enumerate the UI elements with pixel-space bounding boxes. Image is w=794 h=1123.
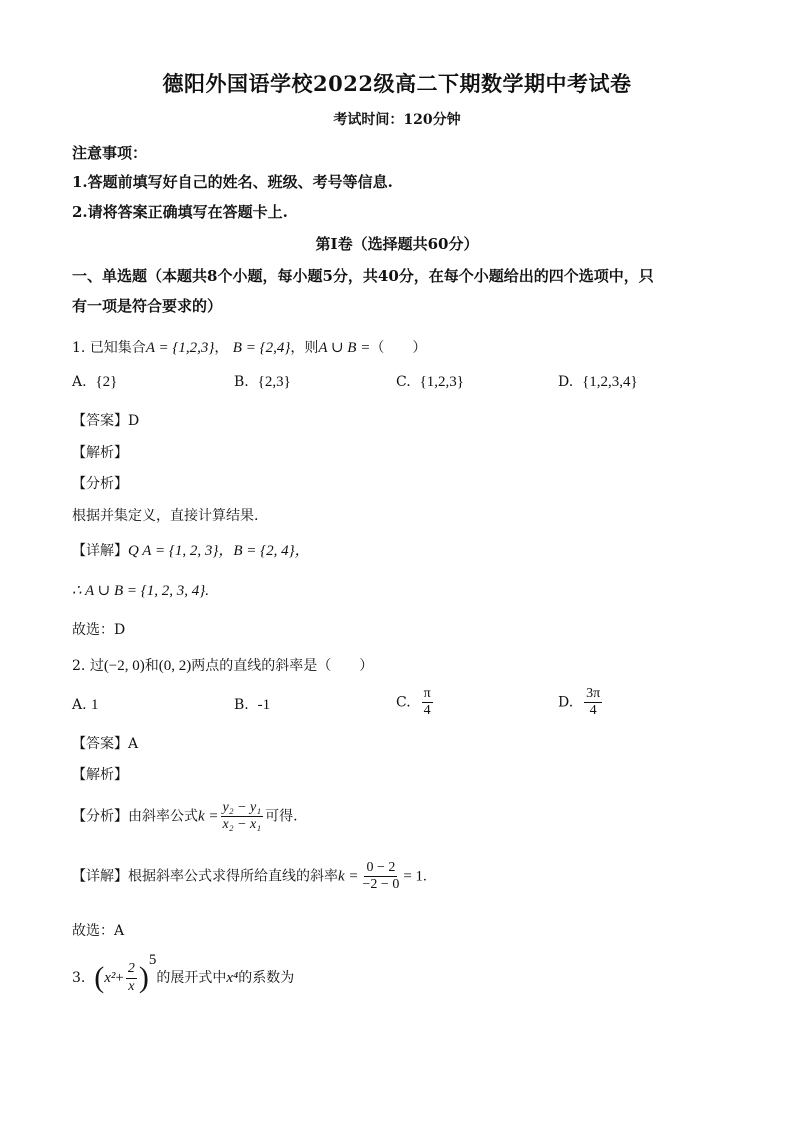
fraction-numerator: 3π — [584, 686, 602, 703]
question-2-stem — [72, 655, 373, 675]
fraction-numerator: 2 — [126, 961, 137, 978]
option-text: {2,3} — [257, 374, 291, 390]
fraction-denominator: 4 — [423, 703, 431, 719]
note-item-2: 2.请将答案正确填写在答题卡上. — [72, 203, 288, 221]
stem-text: 两点的直线的斜率是（ ） — [191, 658, 374, 674]
fenxi-text: 可得. — [265, 808, 298, 825]
option-label: C. — [396, 374, 411, 390]
term-fraction — [126, 961, 137, 994]
q2-option-c — [396, 686, 435, 719]
point-2: (0, 2) — [158, 658, 192, 674]
answer-paren: （ ） — [370, 340, 427, 356]
exam-time: 考试时间：120分钟 — [333, 112, 461, 128]
detail-math: ∴ A ∪ B = {1, 2, 3, 4}. — [72, 583, 210, 599]
slope-formula — [221, 800, 264, 833]
option-label: C. — [396, 694, 411, 711]
stem-text: 过 — [89, 658, 104, 674]
stem-text: 的展开式中 — [156, 970, 227, 986]
union-expr: A ∪ B = — [318, 340, 371, 356]
option-fraction — [422, 686, 433, 719]
section-heading-line1: 一、单选题（本题共8个小题，每小题5分，共40分，在每个小题给出的四个选项中，只 — [72, 267, 654, 285]
question-number: 1. — [72, 340, 86, 356]
answer-value: A — [128, 736, 139, 752]
q1-option-a — [72, 374, 117, 391]
fraction-denominator: −2 − 0 — [362, 877, 400, 893]
slope-fraction — [361, 860, 402, 893]
q1-analysis-tag: 【解析】 — [72, 445, 128, 461]
stem-text: 已知集合 — [89, 340, 146, 356]
stem-text: ，则 — [290, 340, 319, 356]
q1-fenxi-tag: 【分析】 — [72, 476, 128, 492]
question-3-stem — [72, 952, 294, 995]
answer-value: D — [128, 413, 140, 429]
notes-heading: 注意事项： — [72, 144, 148, 162]
option-label: A. — [72, 374, 87, 390]
slope-result: = 1. — [403, 868, 427, 885]
left-paren: ( — [94, 961, 105, 994]
q2-option-d — [558, 686, 604, 719]
q1-option-c — [396, 374, 464, 391]
q2-choice: 故选：A — [72, 923, 125, 939]
option-label: B. — [234, 697, 249, 713]
part1-title: 第I卷（选择题共60分） — [315, 235, 479, 253]
option-text: 1 — [91, 697, 99, 713]
fraction-denominator: 4 — [589, 703, 597, 719]
fraction-numerator: π — [422, 686, 433, 703]
q1-choice: 故选：D — [72, 622, 126, 638]
option-text: {1,2,3} — [419, 374, 464, 390]
exponent: 5 — [148, 952, 157, 968]
q1-answer — [72, 410, 139, 430]
fraction-denominator: x₂ − x₁ — [222, 817, 262, 833]
q1-fenxi-text: 根据并集定义，直接计算结果. — [72, 508, 259, 524]
detail-text: 根据斜率公式求得所给直线的斜率 — [128, 868, 338, 885]
fraction-denominator: x — [128, 978, 135, 994]
q1-option-b — [234, 374, 291, 391]
question-1-stem — [72, 337, 426, 357]
q2-option-a — [72, 697, 99, 714]
plus-sign: + — [115, 970, 124, 986]
point-1: (−2, 0) — [103, 658, 145, 674]
answer-tag: 【答案】 — [72, 413, 128, 429]
q2-detail — [72, 860, 427, 893]
stem-text: 的系数为 — [238, 970, 295, 986]
fenxi-text: 由斜率公式 — [128, 808, 198, 825]
answer-tag: 【答案】 — [72, 736, 128, 752]
set-b: B = {2,4} — [232, 340, 291, 356]
section-heading-line2: 有一项是符合要求的） — [72, 297, 223, 315]
question-number: 3. — [72, 970, 86, 986]
question-number: 2. — [72, 658, 86, 674]
note-item-1: 1.答题前填写好自己的姓名、班级、考号等信息. — [72, 173, 393, 191]
detail-tag: 【详解】 — [72, 868, 128, 885]
set-a: A = {1,2,3} — [145, 340, 215, 356]
page-title: 德阳外国语学校2022级高二下期数学期中考试卷 — [162, 71, 632, 96]
fraction-numerator: y₂ − y₁ — [221, 800, 264, 817]
option-label: D. — [558, 374, 574, 390]
option-text: {2} — [95, 374, 118, 390]
q2-analysis-tag: 【解析】 — [72, 767, 128, 783]
q2-option-b — [234, 697, 270, 714]
option-label: A. — [72, 697, 87, 713]
option-text: {1,2,3,4} — [582, 374, 638, 390]
q1-detail-line1 — [72, 539, 310, 560]
term-x4: x⁴ — [226, 970, 239, 986]
q2-answer — [72, 733, 138, 753]
q1-option-d — [558, 374, 638, 391]
slope-k: k = — [198, 808, 219, 825]
separator: ， — [214, 340, 229, 356]
q2-fenxi — [72, 800, 298, 833]
term-x-squared: x² — [104, 970, 116, 986]
fenxi-tag: 【分析】 — [72, 808, 128, 825]
right-paren: ) — [138, 961, 149, 994]
stem-text: 和 — [144, 658, 159, 674]
option-fraction — [584, 686, 602, 719]
detail-tag: 【详解】 — [72, 543, 128, 559]
option-label: B. — [234, 374, 249, 390]
option-text: -1 — [257, 697, 271, 713]
detail-math: Q A = {1, 2, 3}，B = {2, 4}， — [128, 543, 310, 559]
q1-detail-line2 — [72, 581, 209, 600]
slope-k: k = — [338, 868, 359, 885]
option-label: D. — [558, 694, 574, 711]
fraction-numerator: 0 − 2 — [364, 860, 397, 877]
